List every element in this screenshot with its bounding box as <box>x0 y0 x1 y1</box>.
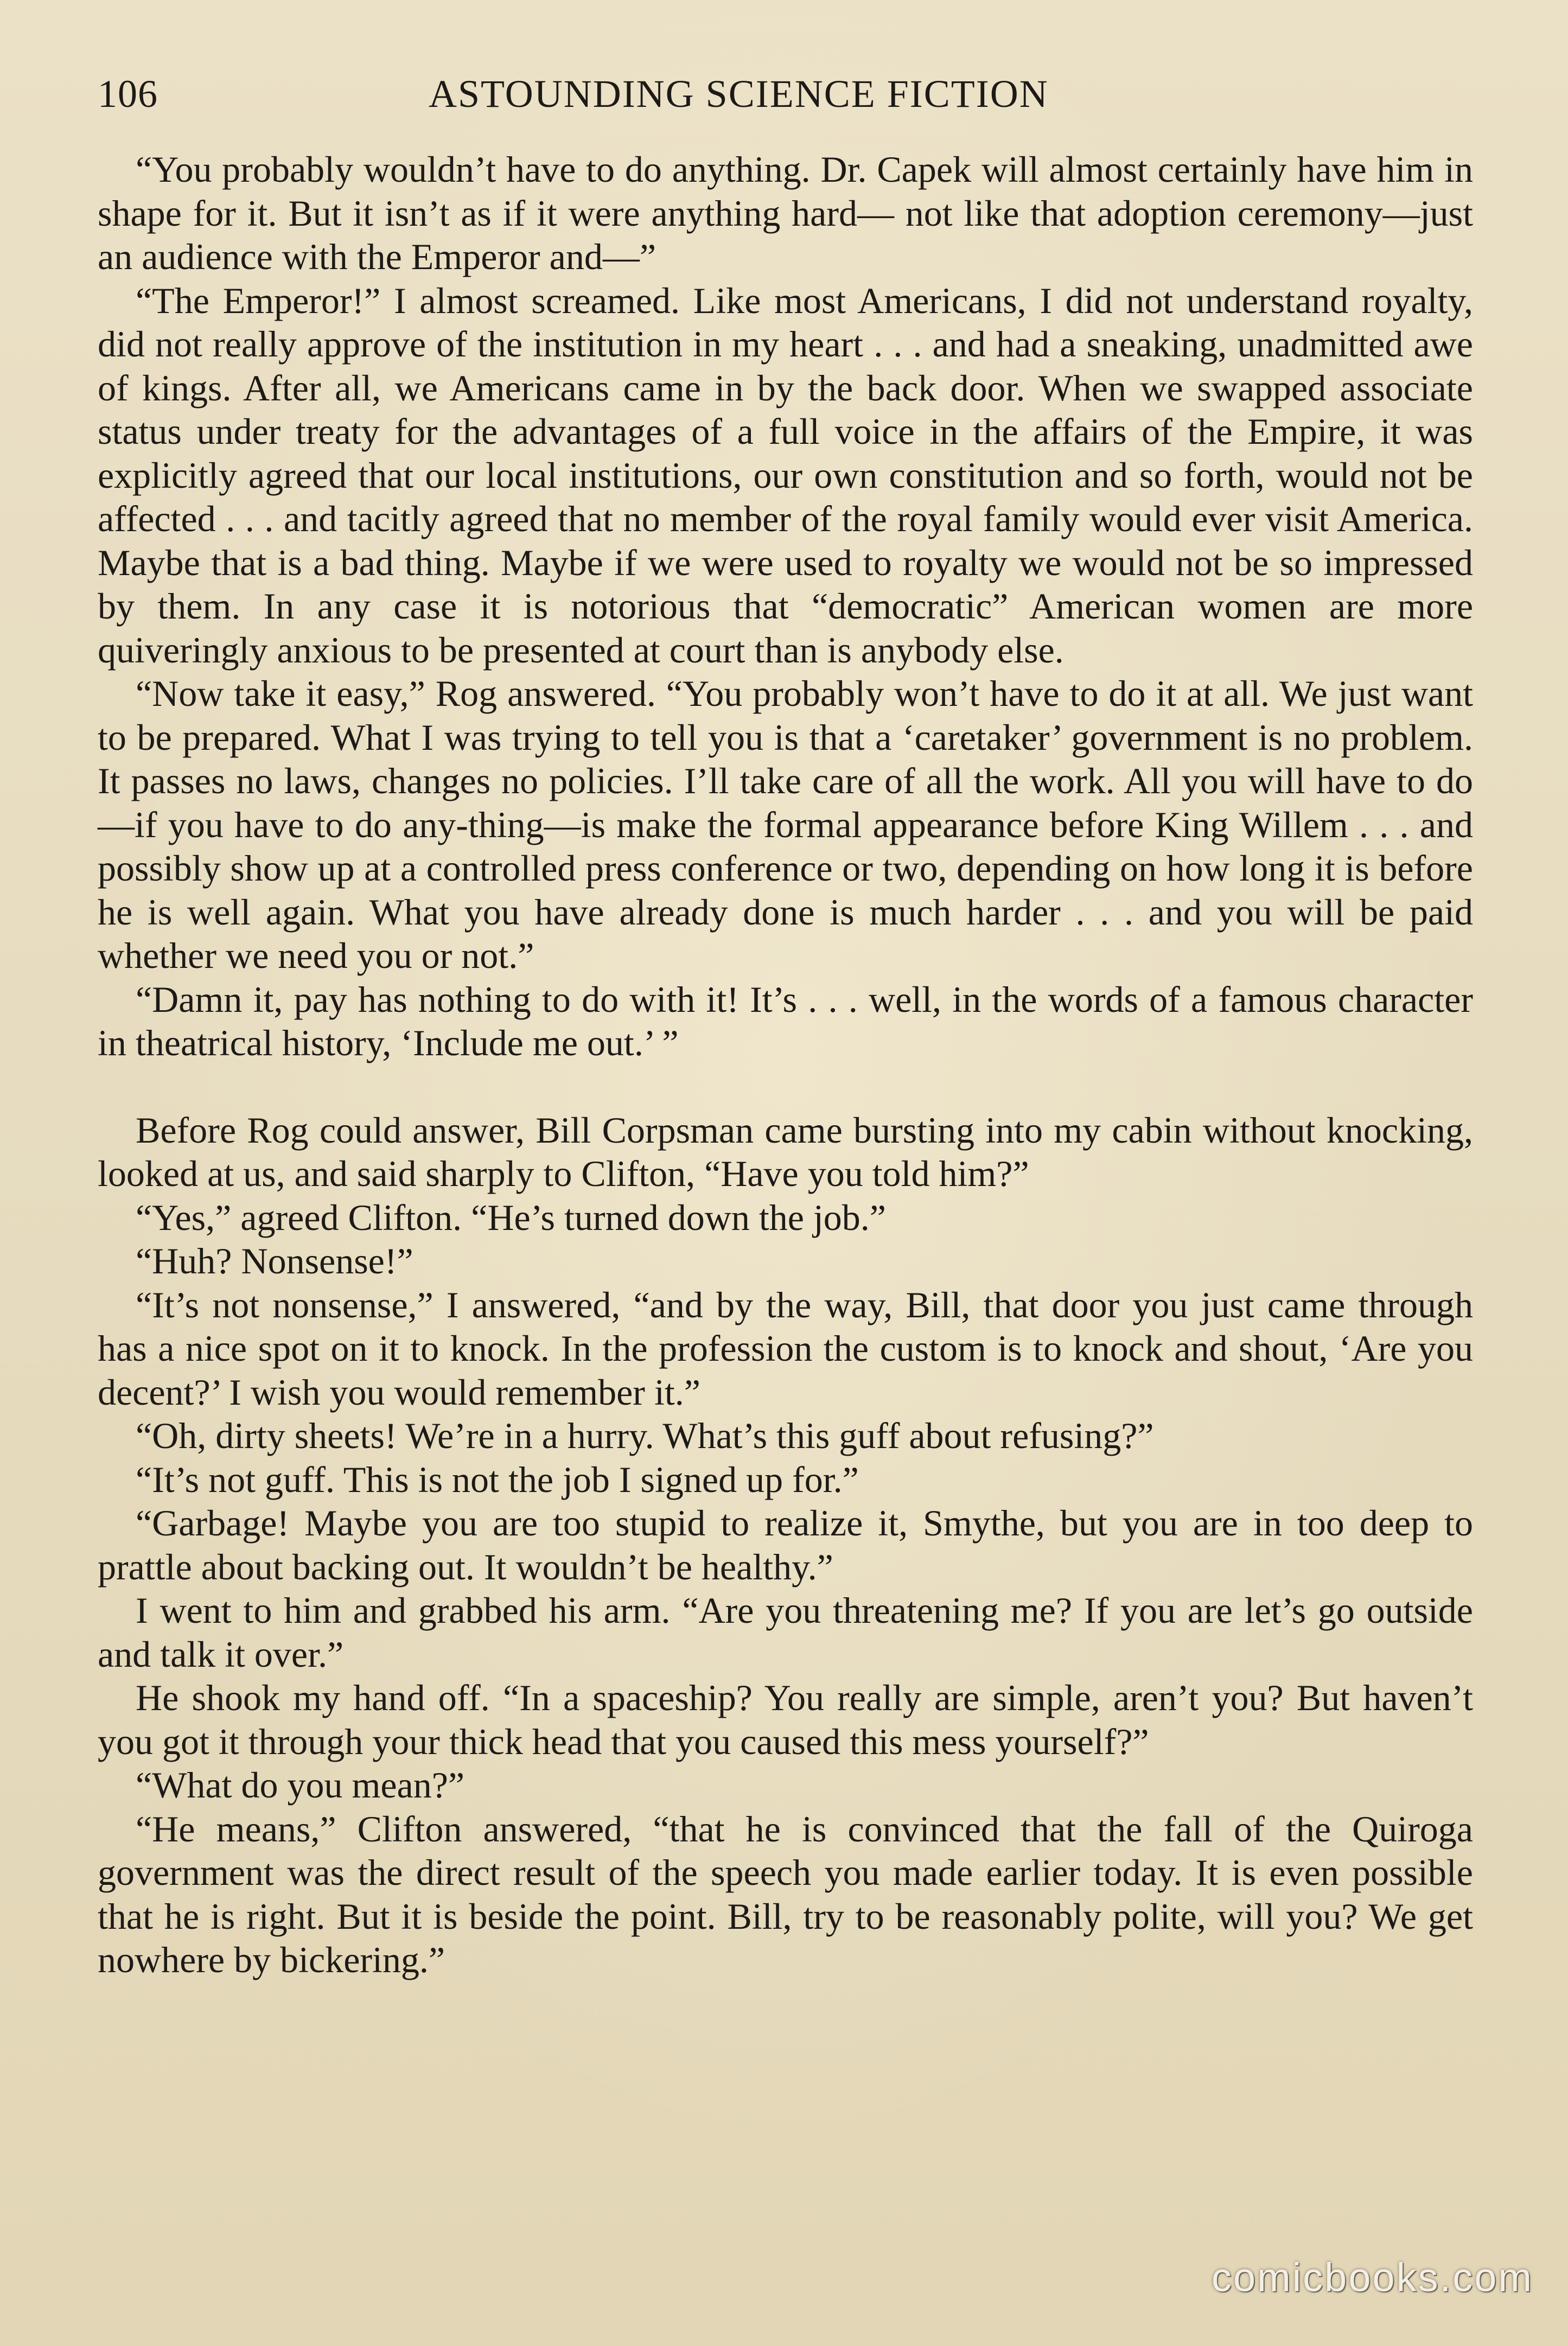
paragraph: I went to him and grabbed his arm. “Are you threatening me? If you are let’s go outside and talk it over.” <box>98 1590 1473 1675</box>
paragraph: Before Rog could answer, Bill Corpsman came bursting into my cabin without knocking, looked at us, and said sharply to Clifton, “Have you told him?” <box>98 1109 1473 1194</box>
paragraph: He shook my hand off. “In a spaceship? You really are simple, aren’t you? But haven’t you got it through your thick head that you caused this mess yourself?” <box>98 1677 1473 1762</box>
paragraph: “What do you mean?” <box>136 1764 465 1806</box>
paragraph: “Oh, dirty sheets! We’re in a hurry. What’s this guff about refusing?” <box>136 1415 1154 1456</box>
paragraph: “It’s not nonsense,” I answered, “and by the way, Bill, that door you just came through has a nice spot on it to knock. In the profession the custom is to knock and shout, ‘Are you decent?’ I wish you would remember it.” <box>98 1284 1473 1413</box>
paragraph: “Damn it, pay has nothing to do with it! It’s . . . well, in the words of a famous character in theatrical history, ‘Include me out.’ ” <box>98 978 1473 1063</box>
page-number: 106 <box>98 72 158 116</box>
paragraph: “Yes,” agreed Clifton. “He’s turned down the job.” <box>136 1196 886 1238</box>
paragraph: “Huh? Nonsense!” <box>136 1240 413 1282</box>
paragraph: “Now take it easy,” Rog answered. “You probably won’t have to do it at all. We just want to be prepared. What I was trying to tell you is that a ‘caretaker’ government is no problem. It passes no laws, changes no policies. I’ll take care of all the work. All you will have to do—if you have to do any-thing—is make the formal appearance before King Willem . . . and possibly show up at a controlled press conference or two, depending on how long it is before he is well again. What you have already done is much harder . . . and you will be paid whether we need you or not.” <box>98 673 1473 976</box>
page-header <box>98 72 1470 124</box>
paragraph: “Garbage! Maybe you are too stupid to realize it, Smythe, but you are in too deep to prattle about backing out. It wouldn’t be healthy.” <box>98 1502 1473 1588</box>
story-text <box>98 148 1473 1982</box>
running-title: ASTOUNDING SCIENCE FICTION <box>429 72 1049 116</box>
paragraph: “The Emperor!” I almost screamed. Like most Americans, I did not understand royalty, did not really approve of the institution in my heart . . . and had a sneaking, unadmitted awe of kings. After all, we Americans came in by the back door. When we swapped associate status under treaty for the advantages of a full voice in the affairs of the Empire, it was explicitly agreed that our local institutions, our own constitution and so forth, would not be affected . . . and tacitly agreed that no member of the royal family would ever visit America. Maybe that is a bad thing. Maybe if we were used to royalty we would not be so impressed by them. In any case it is notorious that “democratic” American women are more quiveringly anxious to be presented at court than is anybody else. <box>98 279 1473 671</box>
paragraph: “He means,” Clifton answered, “that he is convinced that the fall of the Quiroga government was the direct result of the speech you made earlier today. It is even possible that he is right. But it is beside the point. Bill, try to be reasonably polite, will you? We get nowhere by bickering.” <box>98 1808 1473 1980</box>
paragraph: “It’s not guff. This is not the job I signed up for.” <box>136 1458 859 1500</box>
watermark: comicbooks.com <box>1211 2255 1533 2300</box>
paragraph: “You probably wouldn’t have to do anything. Dr. Capek will almost certainly have him in shape for it. But it isn’t as if it were anything hard— not like that adoption ceremony—just an audience with the Emperor and—” <box>98 149 1473 277</box>
